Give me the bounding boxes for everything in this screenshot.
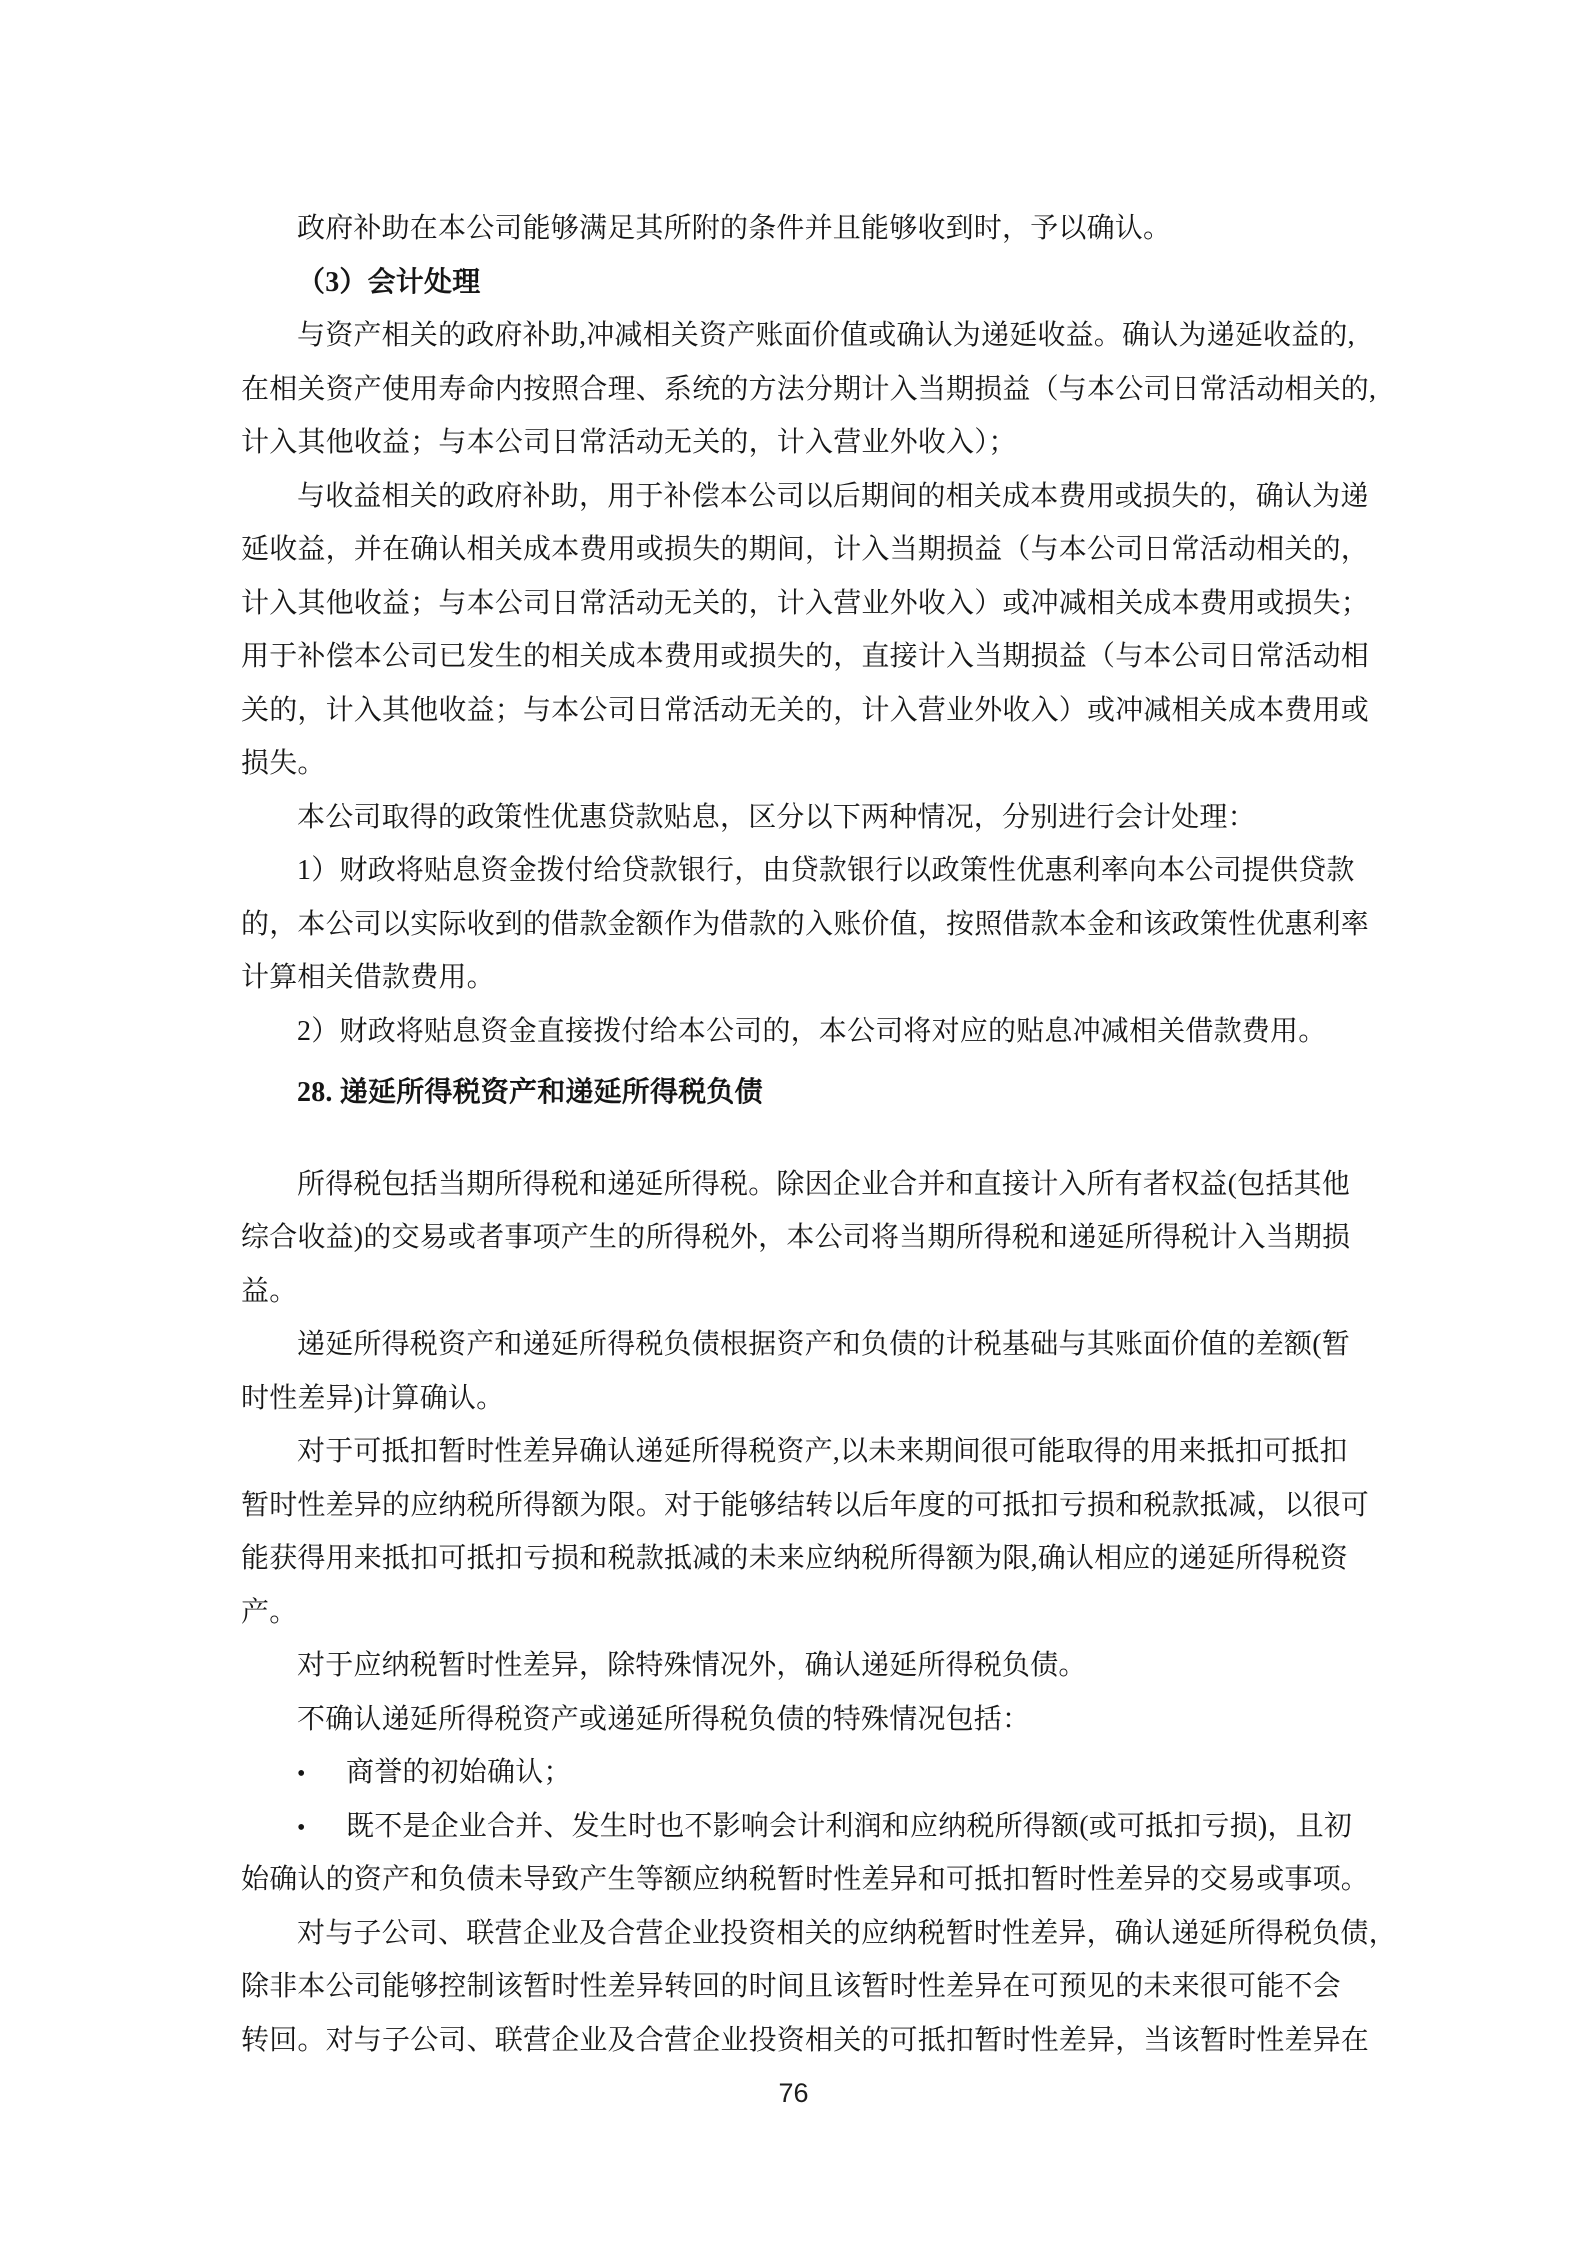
- text-block: [241, 202, 1397, 2067]
- bullet-item-text: 既不是企业合并、发生时也不影响会计利润和应纳税所得额(或可抵扣亏损)，且初: [346, 1810, 1353, 1842]
- paragraph-line: 时性差异)计算确认。: [241, 1382, 505, 1414]
- paragraph-line: 计入其他收益；与本公司日常活动无关的，计入营业外收入）或冲减相关成本费用或损失；: [241, 587, 1370, 619]
- paragraph-line: 暂时性差异的应纳税所得额为限。对于能够结转以后年度的可抵扣亏损和税款抵减，以很可: [241, 1489, 1370, 1521]
- paragraph-line: 计算相关借款费用。: [241, 962, 495, 993]
- paragraph-line: 能获得用来抵扣可抵扣亏损和税款抵减的未来应纳税所得额为限,确认相应的递延所得税资: [241, 1543, 1349, 1574]
- paragraph-line: 政府补助在本公司能够满足其所附的条件并且能够收到时，予以确认。: [297, 213, 1172, 244]
- paragraph-line: 产。: [241, 1596, 298, 1628]
- paragraph-line: 递延所得税资产和递延所得税负债根据资产和负债的计税基础与其账面价值的差额(暂: [297, 1329, 1350, 1360]
- paragraph-line: 所得税包括当期所得税和递延所得税。除因企业合并和直接计入所有者权益(包括其他: [297, 1168, 1350, 1200]
- paragraph-line: 除非本公司能够控制该暂时性差异转回的时间且该暂时性差异在可预见的未来很可能不会: [241, 1971, 1341, 2002]
- bullet-item: [241, 1746, 1347, 1800]
- paragraph-line: 在相关资产使用寿命内按照合理、系统的方法分期计入当期损益（与本公司日常活动相关的,: [241, 373, 1377, 405]
- paragraph-line: 本公司取得的政策性优惠贷款贴息，区分以下两种情况，分别进行会计处理：: [297, 801, 1256, 833]
- paragraph-line: 损失。: [241, 748, 326, 779]
- paragraph-line: 计入其他收益；与本公司日常活动无关的，计入营业外收入）；: [241, 427, 1017, 458]
- paragraph-line: 不确认递延所得税资产或递延所得税负债的特殊情况包括：: [297, 1703, 1031, 1735]
- paragraph-line: 益。: [241, 1275, 298, 1307]
- paragraph-line: 用于补偿本公司已发生的相关成本费用或损失的，直接计入当期损益（与本公司日常活动相: [241, 641, 1370, 672]
- paragraph-line: 与资产相关的政府补助,冲减相关资产账面价值或确认为递延收益。确认为递延收益的,: [297, 320, 1355, 351]
- bullet-icon: •: [297, 1814, 306, 1841]
- section-heading-28-deferred-tax: 28. 递延所得税资产和递延所得税负债: [297, 1077, 763, 1108]
- section-heading-accounting-treatment: （3）会计处理: [297, 266, 481, 298]
- bullet-icon: •: [297, 1761, 306, 1787]
- list-item-1-line: 1）财政将贴息资金拨付给贷款银行，由贷款银行以政策性优惠利率向本公司提供贷款: [297, 855, 1355, 886]
- paragraph-line: 延收益，并在确认相关成本费用或损失的期间，计入当期损益（与本公司日常活动相关的，: [241, 534, 1370, 565]
- paragraph-line: 转回。对与子公司、联营企业及合营企业投资相关的可抵扣暂时性差异，当该暂时性差异在: [241, 2024, 1370, 2056]
- paragraph-line: 与收益相关的政府补助，用于补偿本公司以后期间的相关成本费用或损失的，确认为递: [297, 480, 1369, 512]
- list-item-2-line: 2）财政将贴息资金直接拨付给本公司的，本公司将对应的贴息冲减相关借款费用。: [297, 1015, 1327, 1047]
- paragraph-line: 综合收益)的交易或者事项产生的所得税外，本公司将当期所得税和递延所得税计入当期损: [241, 1222, 1351, 1253]
- paragraph-line: 对于应纳税暂时性差异，除特殊情况外，确认递延所得税负债。: [297, 1650, 1087, 1681]
- page-number: 76: [778, 2078, 809, 2108]
- paragraph-line: 对于可抵扣暂时性差异确认递延所得税资产,以未来期间很可能取得的用来抵扣可抵扣: [297, 1436, 1348, 1467]
- paragraph-line: 的，本公司以实际收到的借款金额作为借款的入账价值，按照借款本金和该政策性优惠利率: [241, 908, 1370, 940]
- paragraph-line: 对与子公司、联营企业及合营企业投资相关的应纳税暂时性差异，确认递延所得税负债，: [297, 1917, 1397, 1949]
- paragraph-line: 始确认的资产和负债未导致产生等额应纳税暂时性差异和可抵扣暂时性差异的交易或事项。: [241, 1864, 1370, 1895]
- paragraph-line: 关的，计入其他收益；与本公司日常活动无关的，计入营业外收入）或冲减相关成本费用或: [241, 694, 1370, 726]
- bullet-item: [241, 1800, 1353, 1854]
- bullet-item-text: 商誉的初始确认；: [346, 1757, 572, 1788]
